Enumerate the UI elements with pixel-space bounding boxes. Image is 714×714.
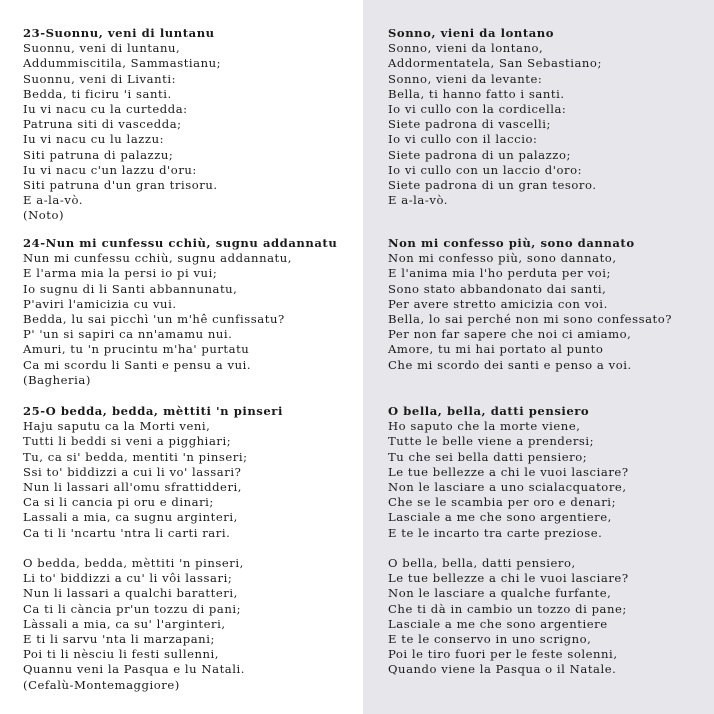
verse-line: Bedda, ti ficiru 'i santi. — [23, 86, 172, 101]
verse-line: Io vi cullo con un laccio d'oro: — [388, 162, 583, 177]
verse-line: E a-la-vò. — [23, 193, 84, 208]
verse-line: Non le lasciare a qualche furfante, — [388, 586, 612, 601]
verse-line: Patruna siti di vascedda; — [23, 117, 182, 132]
song-24-sicilian — [23, 236, 337, 388]
verse-line: E ti li sarvu 'nta li marzapani; — [23, 632, 215, 647]
verse-line: P'aviri l'amicizia cu vui. — [23, 296, 177, 311]
verse-line: Haju saputu ca la Morti veni, — [23, 419, 211, 434]
song-title: 23-Suonnu, veni di luntanu — [23, 26, 215, 40]
song-23-italian — [388, 26, 602, 208]
verse-line: Per avere stretto amicizia con voi. — [388, 296, 608, 311]
verse-line: Iu vi nacu cu lu lazzu: — [23, 132, 165, 147]
song-25-italian — [388, 404, 629, 678]
verse-line: Iu vi nacu cu la curtedda: — [23, 102, 188, 117]
verse-line: Io vi cullo con il laccio: — [388, 132, 538, 147]
verse-line: Làssali a mia, ca su' l'arginteri, — [23, 616, 226, 631]
verse-line: Tutte le belle viene a prendersi; — [388, 434, 595, 449]
verse-line: Tutti li beddi si veni a pigghiari; — [23, 434, 232, 449]
verse-line: Io sugnu di li Santi abbannunatu, — [23, 281, 238, 296]
verse-line: Quannu veni la Pasqua e lu Natali. — [23, 662, 246, 677]
verse-line: O bella, bella, datti pensiero, — [388, 556, 576, 571]
verse-line: Che ti dà in cambio un tozzo di pane; — [388, 601, 627, 616]
song-23-sicilian — [23, 26, 221, 224]
song-title: Sonno, vieni da lontano — [388, 26, 555, 40]
verse-line: Io vi cullo con la cordicella: — [388, 102, 567, 117]
verse-line: Iu vi nacu c'un lazzu d'oru: — [23, 162, 197, 177]
verse-line: E a-la-vò. — [388, 193, 449, 208]
verse-line: Siete padrona di vascelli; — [388, 117, 551, 132]
verse-line: Nun li lassari all'omu sfrattidderi, — [23, 480, 243, 495]
verse-line: Bedda, lu sai picchì 'un m'hê cunfissatu? — [23, 312, 285, 327]
stanza-gap — [23, 541, 283, 556]
verse-line: Sonno, vieni da levante: — [388, 71, 543, 86]
verse-line: E l'arma mia la persi io pi vui; — [23, 266, 218, 281]
verse-line: Siti patruna d'un gran trisoru. — [23, 178, 218, 193]
verse-line: Amore, tu mi hai portato al punto — [388, 342, 604, 357]
verse-line: Ssi to' biddizzi a cui li vo' lassari? — [23, 464, 242, 479]
verse-line: Ho saputo che la morte viene, — [388, 419, 581, 434]
verse-line: Amuri, tu 'n prucintu m'ha' purtatu — [23, 342, 250, 357]
verse-line: Lassali a mia, ca sugnu arginteri, — [23, 510, 238, 525]
verse-line: E l'anima mia l'ho perduta per voi; — [388, 266, 611, 281]
verse-line: Bella, ti hanno fatto i santi. — [388, 86, 565, 101]
verse-line: Addummiscitila, Sammastianu; — [23, 56, 222, 71]
song-origin: (Bagheria) — [23, 372, 91, 387]
verse-line: Bella, lo sai perché non mi sono confessato? — [388, 312, 673, 327]
verse-line: Lasciale a me che sono argentiere, — [388, 510, 612, 525]
verse-line: Addormentatela, San Sebastiano; — [388, 56, 602, 71]
song-title: 25-O bedda, bedda, mèttiti 'n pinseri — [23, 404, 283, 418]
italian-column — [363, 0, 714, 714]
song-origin: (Cefalù-Montemaggiore) — [23, 677, 180, 692]
verse-line: Che se le scambia per oro e denari; — [388, 495, 617, 510]
song-title: O bella, bella, datti pensiero — [388, 404, 590, 418]
verse-line: Suonnu, veni di Livanti: — [23, 71, 177, 86]
verse-line: Ca si li cancia pi oru e dinari; — [23, 495, 214, 510]
verse-line: Siete padrona di un gran tesoro. — [388, 178, 597, 193]
verse-line: E te le incarto tra carte preziose. — [388, 525, 603, 540]
verse-line: Ca ti li cància pr'un tozzu di pani; — [23, 601, 242, 616]
verse-line: Ca mi scordu li Santi e pensu a vui. — [23, 357, 252, 372]
verse-line: Siti patruna di palazzu; — [23, 147, 174, 162]
song-24-italian — [388, 236, 672, 373]
verse-line: Poi le tiro fuori per le feste solenni, — [388, 647, 618, 662]
verse-line: Che mi scordo dei santi e penso a voi. — [388, 357, 632, 372]
verse-line: Non mi confesso più, sono dannato, — [388, 251, 617, 266]
song-title: 24-Nun mi cunfessu cchiù, sugnu addannatu — [23, 236, 338, 250]
verse-line: Suonnu, veni di luntanu, — [23, 41, 181, 56]
verse-line: O bedda, bedda, mèttiti 'n pinseri, — [23, 556, 244, 571]
verse-line: Li to' biddizzi a cu' li vôi lassari; — [23, 571, 233, 586]
verse-line: Siete padrona di un palazzo; — [388, 147, 571, 162]
verse-line: Tu, ca si' bedda, mentiti 'n pinseri; — [23, 449, 248, 464]
verse-line: Ca ti li 'ncartu 'ntra li carti rari. — [23, 525, 231, 540]
verse-line: Sono stato abbandonato dai santi, — [388, 281, 607, 296]
song-25-sicilian — [23, 404, 283, 693]
song-origin: (Noto) — [23, 208, 65, 223]
verse-line: Le tue bellezze a chi le vuoi lasciare? — [388, 571, 629, 586]
verse-line: Sonno, vieni da lontano, — [388, 41, 544, 56]
song-title: Non mi confesso più, sono dannato — [388, 236, 635, 250]
verse-line: Nun li lassari a qualchi baratteri, — [23, 586, 238, 601]
verse-line: Tu che sei bella datti pensiero; — [388, 449, 588, 464]
verse-line: P' 'un si sapiri ca nn'amamu nui. — [23, 327, 233, 342]
verse-line: Nun mi cunfessu cchiù, sugnu addannatu, — [23, 251, 293, 266]
verse-line: E te le conservo in uno scrigno, — [388, 632, 592, 647]
verse-line: Non le lasciare a uno scialacquatore, — [388, 480, 627, 495]
verse-line: Per non far sapere che noi ci amiamo, — [388, 327, 632, 342]
verse-line: Poi ti li nèsciu li festi sullenni, — [23, 647, 220, 662]
verse-line: Le tue bellezze a chi le vuoi lasciare? — [388, 464, 629, 479]
stanza-gap — [388, 541, 629, 556]
verse-line: Quando viene la Pasqua o il Natale. — [388, 662, 617, 677]
verse-line: Lasciale a me che sono argentiere — [388, 616, 608, 631]
